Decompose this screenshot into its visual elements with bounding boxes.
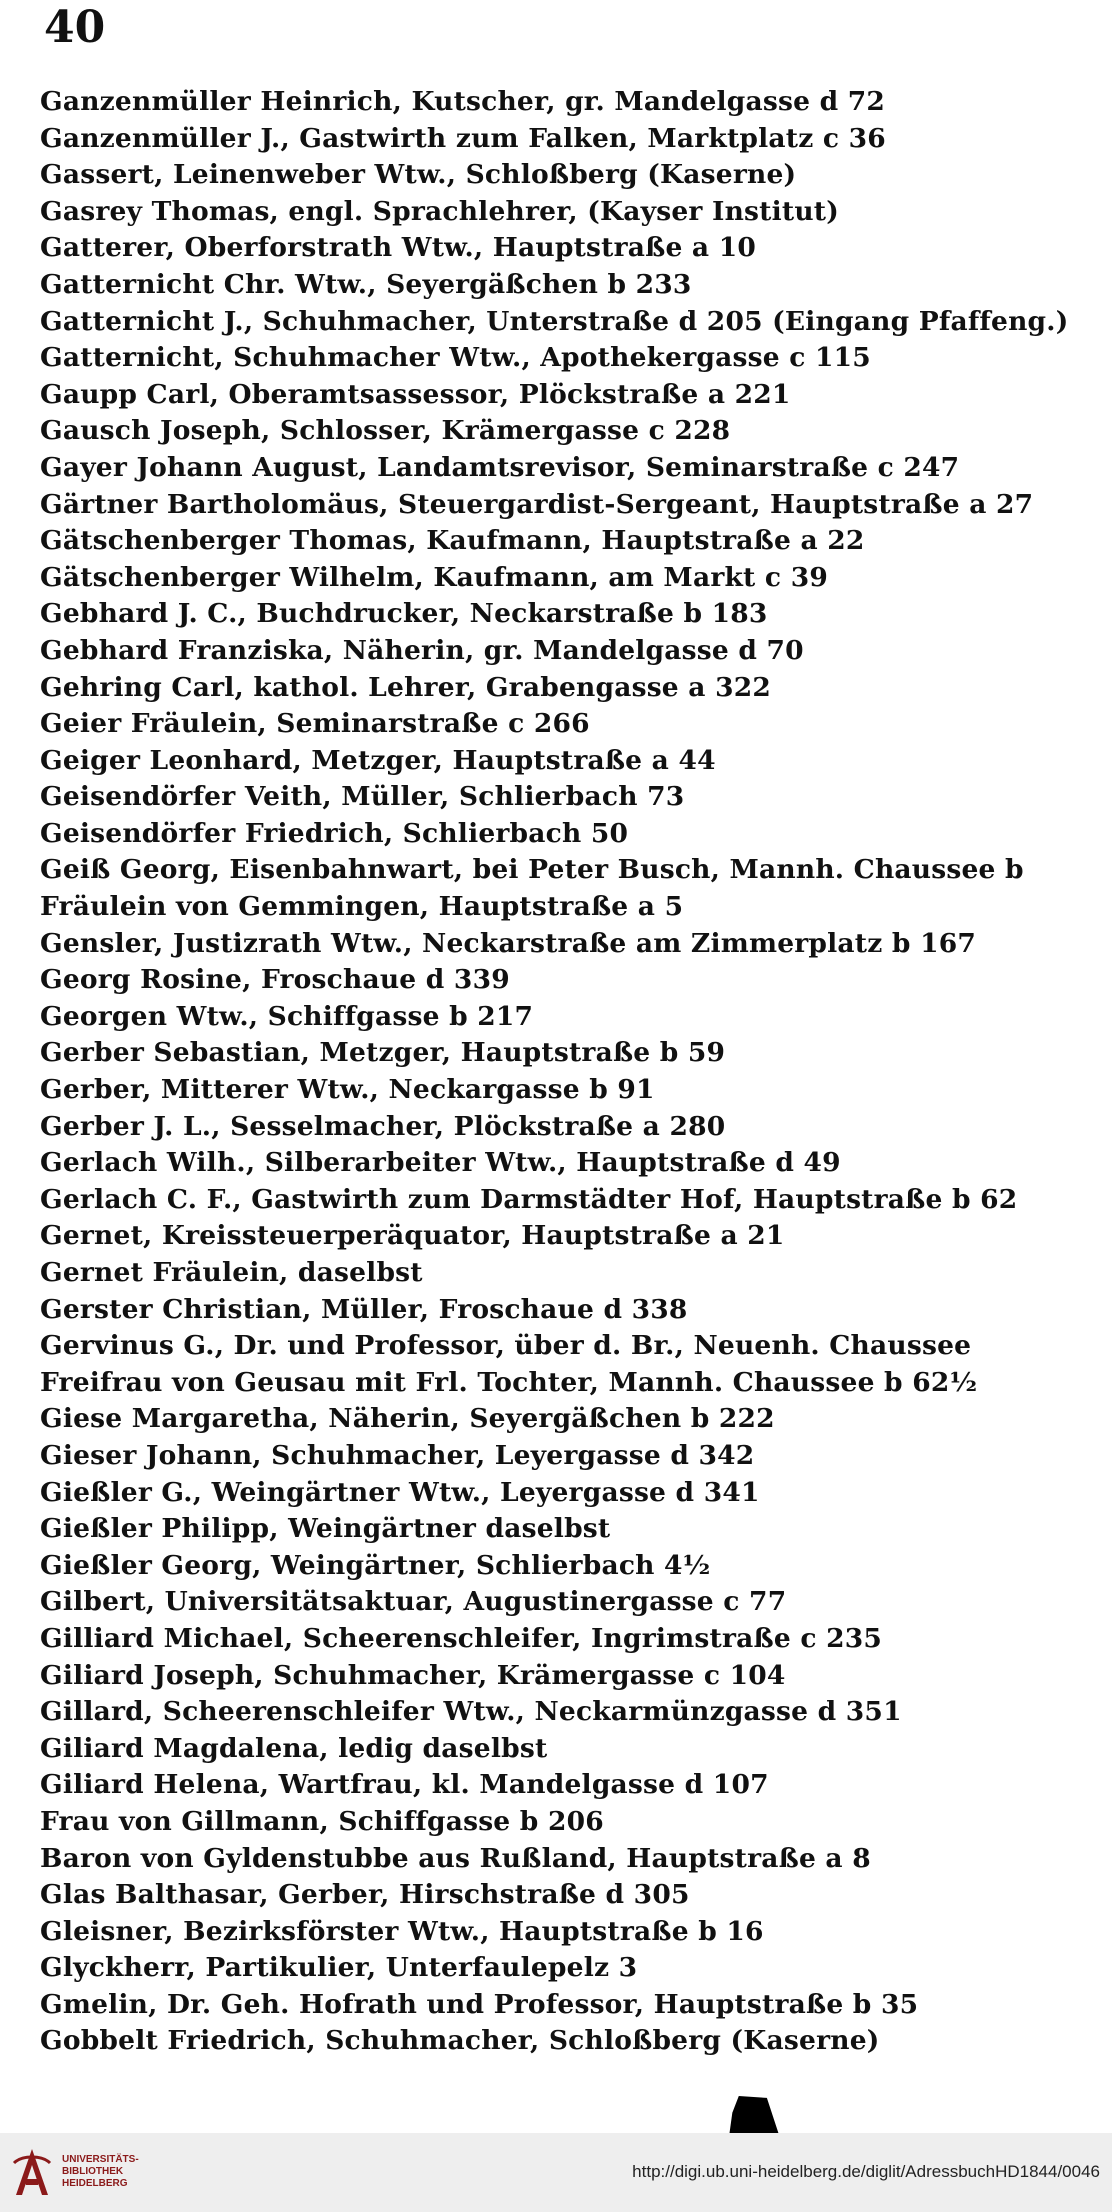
directory-entry: Baron von Gyldenstubbe aus Rußland, Hauptstraße a 8 bbox=[40, 1842, 871, 1874]
directory-entry: Gervinus G., Dr. und Professor, über d. Br., Neuenh. Chaussee bbox=[40, 1330, 972, 1362]
directory-entry: Gerber J. L., Sesselmacher, Plöckstraße a 280 bbox=[40, 1110, 726, 1142]
directory-entry: Giese Margaretha, Näherin, Seyergäßchen b 222 bbox=[40, 1403, 775, 1435]
directory-entry: Geier Fräulein, Seminarstraße c 266 bbox=[40, 708, 590, 740]
directory-entry: Geisendörfer Friedrich, Schlierbach 50 bbox=[40, 817, 629, 849]
directory-entry: Gassert, Leinenweber Wtw., Schloßberg (Kaserne) bbox=[40, 159, 797, 191]
directory-entry: Gatternicht, Schuhmacher Wtw., Apothekergasse c 115 bbox=[40, 342, 871, 374]
directory-entry: Gausch Joseph, Schlosser, Krämergasse c 228 bbox=[40, 415, 731, 447]
directory-entry: Geiger Leonhard, Metzger, Hauptstraße a 44 bbox=[40, 744, 716, 776]
directory-entry: Georgen Wtw., Schiffgasse b 217 bbox=[40, 1000, 534, 1032]
directory-entry: Gasrey Thomas, engl. Sprachlehrer, (Kayser Institut) bbox=[40, 195, 839, 227]
directory-entry: Gatternicht J., Schuhmacher, Unterstraße d 205 (Eingang Pfaffeng.) bbox=[40, 305, 1069, 337]
directory-entry: Gebhard Franziska, Näherin, gr. Mandelgasse d 70 bbox=[40, 634, 804, 666]
directory-entry: Gilbert, Universitätsaktuar, Augustinergasse c 77 bbox=[40, 1586, 787, 1618]
directory-entry: Gärtner Bartholomäus, Steuergardist-Sergeant, Hauptstraße a 27 bbox=[40, 488, 1034, 520]
directory-entry: Glyckherr, Partikulier, Unterfaulepelz 3 bbox=[40, 1952, 638, 1984]
directory-entry: Gerber Sebastian, Metzger, Hauptstraße b 59 bbox=[40, 1037, 726, 1069]
directory-entry: Gießler G., Weingärtner Wtw., Leyergasse d 341 bbox=[40, 1476, 760, 1508]
directory-entry: Georg Rosine, Froschaue d 339 bbox=[40, 964, 510, 996]
library-name bbox=[62, 2154, 139, 2190]
page-number: 40 bbox=[44, 2, 106, 53]
directory-entry: Gebhard J. C., Buchdrucker, Neckarstraße b 183 bbox=[40, 598, 768, 630]
directory-entry: Gätschenberger Wilhelm, Kaufmann, am Markt c 39 bbox=[40, 561, 828, 593]
directory-entry: Gayer Johann August, Landamtsrevisor, Seminarstraße c 247 bbox=[40, 451, 960, 483]
directory-entry: Gehring Carl, kathol. Lehrer, Grabengasse a 322 bbox=[40, 671, 772, 703]
directory-entry: Gieser Johann, Schuhmacher, Leyergasse d 342 bbox=[40, 1439, 755, 1471]
library-name-line2: BIBLIOTHEK bbox=[62, 2166, 124, 2177]
directory-entry: Gobbelt Friedrich, Schuhmacher, Schloßberg (Kaserne) bbox=[40, 2025, 880, 2057]
directory-entry: Gatternicht Chr. Wtw., Seyergäßchen b 233 bbox=[40, 268, 692, 300]
library-name-line3: HEIDELBERG bbox=[62, 2178, 128, 2189]
directory-entry: Gmelin, Dr. Geh. Hofrath und Professor, Hauptstraße b 35 bbox=[40, 1988, 919, 2020]
directory-entry: Gerster Christian, Müller, Froschaue d 338 bbox=[40, 1293, 688, 1325]
directory-entry: Gensler, Justizrath Wtw., Neckarstraße am Zimmerplatz b 167 bbox=[40, 927, 976, 959]
directory-entry: Gillard, Scheerenschleifer Wtw., Neckarmünzgasse d 351 bbox=[40, 1696, 902, 1728]
directory-entry: Geisendörfer Veith, Müller, Schlierbach 73 bbox=[40, 781, 685, 813]
directory-entry: Gerlach Wilh., Silberarbeiter Wtw., Hauptstraße d 49 bbox=[40, 1147, 841, 1179]
directory-entry: Giliard Joseph, Schuhmacher, Krämergasse c 104 bbox=[40, 1659, 786, 1691]
directory-entries bbox=[40, 84, 1090, 2060]
directory-entry: Giliard Helena, Wartfrau, kl. Mandelgasse d 107 bbox=[40, 1769, 769, 1801]
directory-entry: Gerlach C. F., Gastwirth zum Darmstädter Hof, Hauptstraße b 62 bbox=[40, 1183, 1018, 1215]
directory-entry: Glas Balthasar, Gerber, Hirschstraße d 305 bbox=[40, 1879, 690, 1911]
directory-entry: Gernet, Kreissteuerperäquator, Hauptstraße a 21 bbox=[40, 1220, 785, 1252]
directory-entry: Giliard Magdalena, ledig daselbst bbox=[40, 1732, 548, 1764]
directory-entry: Gießler Georg, Weingärtner, Schlierbach 4½ bbox=[40, 1549, 711, 1581]
directory-entry: Gilliard Michael, Scheerenschleifer, Ingrimstraße c 235 bbox=[40, 1622, 882, 1654]
library-name-line1: UNIVERSITÄTS- bbox=[62, 2154, 139, 2165]
directory-entry: Frau von Gillmann, Schiffgasse b 206 bbox=[40, 1805, 604, 1837]
heidelberg-library-logo-icon bbox=[10, 2145, 54, 2199]
directory-entry: Ganzenmüller Heinrich, Kutscher, gr. Mandelgasse d 72 bbox=[40, 86, 886, 117]
directory-entry: Gießler Philipp, Weingärtner daselbst bbox=[40, 1513, 611, 1545]
directory-entry: Gleisner, Bezirksförster Wtw., Hauptstraße b 16 bbox=[40, 1915, 764, 1947]
directory-entry: Gerber, Mitterer Wtw., Neckargasse b 91 bbox=[40, 1074, 655, 1106]
directory-entry: Ganzenmüller J., Gastwirth zum Falken, Marktplatz c 36 bbox=[40, 122, 886, 154]
directory-entry: Freifrau von Geusau mit Frl. Tochter, Mannh. Chaussee b 62½ bbox=[40, 1366, 978, 1398]
directory-entry: Geiß Georg, Eisenbahnwart, bei Peter Busch, Mannh. Chaussee b bbox=[40, 854, 1024, 886]
source-url-link[interactable]: http://digi.ub.uni-heidelberg.de/diglit/AdressbuchHD1844/0046 bbox=[632, 2162, 1100, 2181]
directory-entry: Fräulein von Gemmingen, Hauptstraße a 5 bbox=[40, 891, 684, 923]
directory-entry: Gaupp Carl, Oberamtsassessor, Plöckstraße a 221 bbox=[40, 378, 791, 410]
directory-entry: Gätschenberger Thomas, Kaufmann, Hauptstraße a 22 bbox=[40, 525, 865, 557]
directory-entry: Gatterer, Oberforstrath Wtw., Hauptstraße a 10 bbox=[40, 232, 757, 264]
footer-bar bbox=[0, 2133, 1112, 2212]
directory-entry: Gernet Fräulein, daselbst bbox=[40, 1257, 423, 1288]
